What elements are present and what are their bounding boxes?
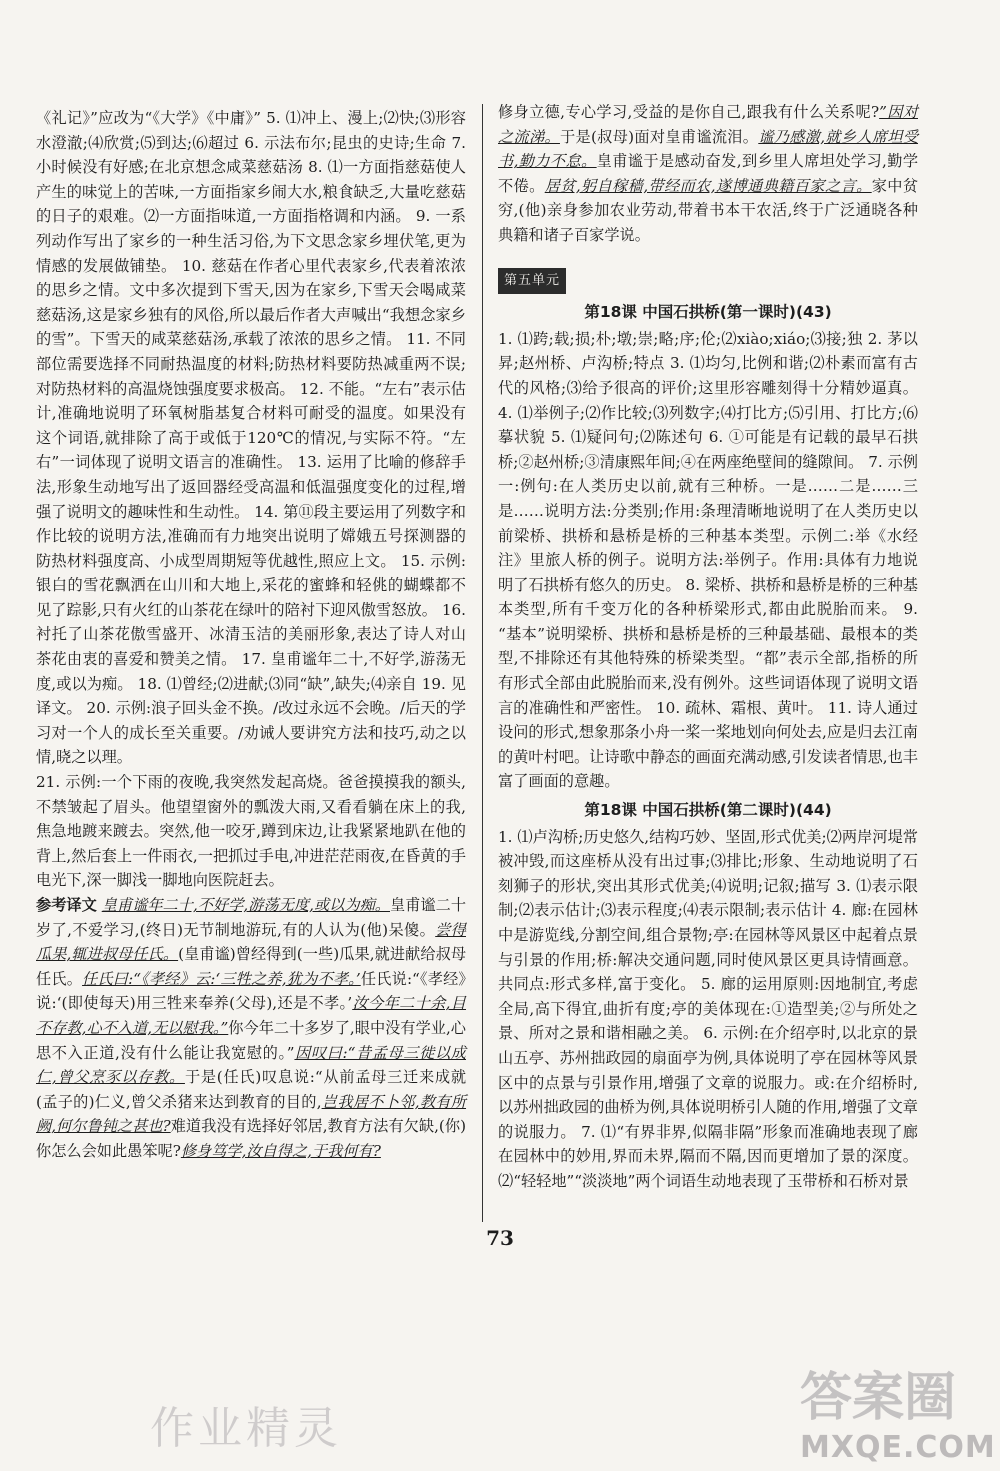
unit-tag: 第五单元 [498, 268, 566, 295]
modern-translation-text: 皇甫谧于是感动奋发,到乡里人席坦处学习,勤学不倦。 [498, 152, 919, 195]
modern-translation-text: 任氏说:“《孝经》说:‘(即使每天)用三牲来奉养(父母),还是不孝。’ [36, 969, 467, 1013]
classical-original-text: 汝今年二十余,目不存教,心不入道,无以慰我。” [36, 994, 466, 1037]
watermark-logo [800, 1355, 996, 1465]
modern-translation-text: 难道我没有选择好邻居,教育方法有欠缺,(你)你怎么会如此愚笨呢? [36, 1117, 466, 1160]
modern-translation-text: (皇甫谧)曾经得到(一些)瓜果,就进献给叔母任氏。 [36, 945, 467, 988]
translation-label: 参考译文 [36, 896, 97, 914]
modern-translation-text: 你今年二十多岁了,眼中没有学业,心思不入正道,没有什么能让我宽慰的。” [36, 1018, 466, 1062]
modern-translation-text: 于是(叔母)面对皇甫谧流泪。 [559, 127, 759, 146]
watermark-text: 作业精灵 [150, 1403, 342, 1454]
classical-original-text: 任氏曰:“《孝经》云:‘三牲之养,犹为不孝。’ [82, 969, 361, 988]
answer-paragraph: 《礼记》”应改为“《大学》《中庸》” 5. ⑴冲上、漫上;⑵快;⑶形容水澄澈;⑷欣赏;⑸到达;⑹超过 6. 示法布尔;昆虫的史诗;生命 7. 小时候没有好感;在北京想念咸菜慈菇汤 8. ⑴一方面指慈菇使人产生的味觉上的苦味,一方面指家乡闹大水,粮食缺乏,大量吃慈菇的日子的艰难。⑵一方面指味道,一方面指格调和内涵。 9. 一系列动作写出了家乡的一种生活习俗,为下文思念家乡埋伏笔,更为情感的发展做铺垫。 10. 慈菇在作者心里代表家乡,代表着浓浓的思乡之情。文中多次提到下雪天,因为在家乡,下雪天会喝咸菜慈菇汤,这是家乡独有的风俗,所以最后作者大声喊出“我想念家乡的雪”。下雪天的咸菜慈菇汤,承载了浓浓的思乡之情。 11. 不同部位需要选择不同耐热温度的材料;防热材料要防热减重两不误;对防热材料的高温烧蚀强度要求极高。 12. 不能。“左右”表示估计,准确地说明了环氧树脂基复合材料可耐受的温度。如果没有这个词语,就排除了高于或低于120℃的情况,与实际不符。“左右”一词体现了说明文语言的准确性。 13. 运用了比喻的修辞手法,形象生动地写出了返回器经受高温和低温强度变化的过程,增强了说明文的趣味性和生动性。 14. 第⑪段主要运用了列数字和作比较的说明方法,准确而有力地突出说明了嫦娥五号探测器的防热材料强度高、小成型周期短等优越性,照应上文。 15. 示例:银白的雪花飘洒在山川和大地上,采花的蜜蜂和轻佻的蝴蝶都不见了踪影,只有火红的山茶花在绿叶的陪衬下迎风傲雪怒放。 16. 衬托了山茶花傲雪盛开、冰清玉洁的美丽形象,表达了诗人对山茶花由衷的喜爱和赞美之情。 17. 皇甫谧年二十,不好学,游荡无度,或以为痴。 18. ⑴曾经;⑵进献;⑶同“缺”,缺失;⑷亲自 19. 见译文。 20. 示例:浪子回头金不换。/改过永远不会晚。/后天的学习对一个人的成长至关重要。/劝诫人要讲究方法和技巧,动之以情,晓之以理。 [36, 109, 466, 767]
modern-translation-text: 于是(任氏)叹息说:“从前孟母三迁来成就(孟子的)仁义,曾父杀猪来达到教育的目的, [36, 1068, 467, 1111]
modern-translation-text: 皇甫谧二十岁了,不爱学习,(终日)无节制地游玩,有的人认为(他)呆傻。 [36, 896, 467, 939]
classical-original-text: 修身笃学,汝自得之,于我何有? [180, 1141, 381, 1160]
translation-continued [498, 100, 918, 248]
lesson-answers-1: 1. ⑴跨;载;损;朴;墩;崇;略;序;伦;⑵xiào;xiáo;⑶接;独 2. 茅以昇;赵州桥、卢沟桥;特点 3. ⑴均匀,比例和谐;⑵朴素而富有古代的风格;⑶给予很高的评价;这里形容雕刻得十分精妙逼真。 4. ⑴举例子;⑵作比较;⑶列数字;⑷打比方;⑸引用、打比方;⑹摹状貌 5. ⑴疑问句;⑵陈述句 6. ①可能是有记载的最早石拱桥;②赵州桥;③清康熙年间;④在两座绝壁间的缝隙间。 7. 示例一:例句:在人类历史以前,就有三种桥。一是……二是……三是……说明方法:分类别;作用:条理清晰地说明了在人类历史以前梁桥、拱桥和悬桥是桥的三种基本类型。示例二:举《水经注》里旅人桥的例子。说明方法:举例子。作用:具体有力地说明了石拱桥有悠久的历史。 8. 梁桥、拱桥和悬桥是桥的三种基本类型,所有千变万化的各种桥梁形式,都由此脱胎而来。 9. “基本”说明梁桥、拱桥和悬桥是桥的三种最基础、最根本的类型,不排除还有其他特殊的桥梁类型。“都”表示全部,指桥的所有形式全部由此脱胎而来,没有例外。这些词语体现了说明文语言的准确性和严密性。 10. 疏林、霜根、黄叶。 11. 诗人通过设问的形式,想象那条小舟一桨一桨地划向何处去,应是归去江南的黄叶村吧。让诗歌中静态的画面充满动感,引发读者情思,也丰富了画面的意趣。 [498, 329, 918, 791]
reference-translation [36, 893, 466, 1164]
modern-translation-text: 家中贫穷,(他)亲身参加农业劳动,带着书本干农活,终于广泛通晓各种典籍和诸子百家学说。 [498, 176, 919, 244]
watermark-logo-sub: MXQE.COM [800, 1430, 996, 1465]
classical-original-text: 皇甫谧年二十,不好学,游荡无度,或以为痴。 [101, 896, 390, 914]
lesson-title-1: 第18课 中国石拱桥(第一课时)(43) [584, 303, 832, 322]
classical-original-text: 岂我居不卜邻,教有所阙,何尔鲁钝之甚也? [36, 1092, 467, 1136]
lesson-answers-2: 1. ⑴卢沟桥;历史悠久,结构巧妙、坚固,形式优美;⑵两岸河堤常被冲毁,而这座桥从没有出过事;⑶排比;形象、生动地说明了石刻狮子的形状,突出其形式优美;⑷说明;记叙;描写 3. ⑴表示限制;⑵表示估计;⑶表示程度;⑷表示限制;表示估计 4. 廊:在园林中是游览线,分割空间,组合景物;亭:在园林等风景区中起着点景与引景的作用;桥:解决交通问题,同时使风景区更具诗情画意。共同点:形式多样,富于变化。 5. 廊的运用原则:因地制宜,考虑全局,高下得宜,曲折有度;亭的美体现在:①造型美;②与所处之景、所对之景和谐相融之美。 6. 示例:在介绍亭时,以北京的景山五亭、苏州拙政园的扇面亭为例,具体说明了亭在园林等风景区中的点景与引景作用,增强了文章的说服力。或:在介绍桥时,以苏州拙政园的曲桥为例,具体说明桥引人随的作用,增强了文章的说服力。 7. ⑴“有界非界,似隔非隔”形象而准确地表现了廊在园林中的妙用,界而未界,隔而不隔,因而更增加了景的深度。⑵“轻轻地”“淡淡地”两个词语生动地表现了玉带桥和石桥对景 [498, 827, 918, 1190]
classical-original-text: 居贫,躬自稼穑,带经而农,遂博通典籍百家之言。 [544, 176, 872, 195]
classical-original-text: 因叹曰:“昔孟母三徙以成仁,曾父烹豕以存教。 [36, 1043, 466, 1087]
classical-original-text: 尝得瓜果,辄进叔母任氏。 [36, 920, 466, 964]
left-column [36, 106, 466, 1164]
answer-paragraph-essay: 21. 示例:一个下雨的夜晚,我突然发起高烧。爸爸摸摸我的额头,不禁皱起了眉头。他望望窗外的瓢泼大雨,又看看躺在床上的我,焦急地踱来踱去。突然,他一咬牙,蹲到床边,让我紧紧地趴在他的背上,然后套上一件雨衣,一把抓过手电,冲进茫茫雨夜,在昏黄的手电光下,深一脚浅一脚地向医院赶去。 [36, 773, 466, 890]
watermark-logo-main: 答案圈 [800, 1368, 957, 1428]
lesson-title-2: 第18课 中国石拱桥(第二课时)(44) [584, 801, 832, 820]
classical-original-text: ”因对之流涕。 [498, 103, 918, 146]
translation-body [36, 896, 466, 1160]
right-column [498, 100, 918, 1194]
column-divider [482, 104, 483, 1222]
classical-original-text: 谧乃感激,就乡人席坦受书,勤力不怠。 [498, 127, 919, 171]
page-number: 73 [486, 1226, 514, 1250]
modern-translation-text: 修身立德,专心学习,受益的是你自己,跟我有什么关系呢? [498, 103, 880, 121]
